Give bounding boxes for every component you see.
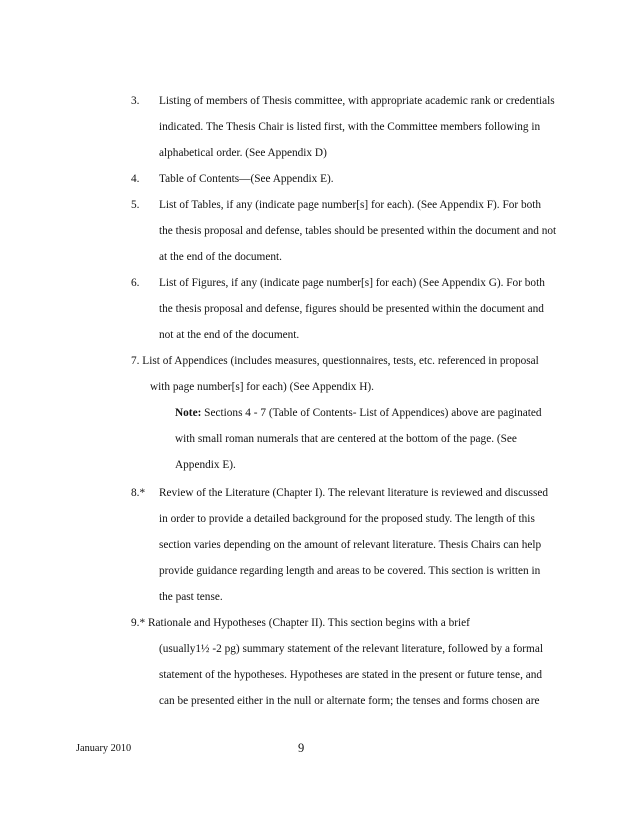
item-5-line-3: at the end of the document. [159,251,282,263]
item-3-line-2: indicated. The Thesis Chair is listed first, with the Committee members following in [159,121,541,133]
item-8-line-3: section varies depending on the amount of relevant literature. Thesis Chairs can help [159,539,542,551]
item-5-line-2: the thesis proposal and defense, tables should be presented within the document and not [159,225,557,237]
item-8-line-1: Review of the Literature (Chapter I). The relevant literature is reviewed and discussed [159,487,549,499]
item-9-line-1: 9.* Rationale and Hypotheses (Chapter II). This section begins with a brief [131,617,470,629]
item-6-line-2: the thesis proposal and defense, figures should be presented within the document and [159,303,544,315]
item-8-line-5: the past tense. [159,591,223,603]
note-line-2: with small roman numerals that are centered at the bottom of the page. (See [175,433,517,445]
footer-date: January 2010 [76,743,132,754]
item-8-line-4: provide guidance regarding length and areas to be covered. This section is written in [159,565,541,577]
item-5-number: 5. [131,199,140,211]
item-4-line-1: Table of Contents—(See Appendix E). [159,173,334,185]
item-7-line-1: 7. List of Appendices (includes measures, questionnaires, tests, etc. referenced in proposal [131,355,539,367]
page-number: 9 [298,741,305,755]
item-6-line-1: List of Figures, if any (indicate page number[s] for each) (See Appendix G). For both [159,277,545,289]
item-4-number: 4. [131,173,140,185]
item-6-line-3: not at the end of the document. [159,329,300,341]
item-5-line-1: List of Tables, if any (indicate page number[s] for each). (See Appendix F). For both [159,199,542,211]
item-8-line-2: in order to provide a detailed background for the proposed study. The length of this [159,513,535,525]
item-6-number: 6. [131,277,140,289]
item-3-line-1: Listing of members of Thesis committee, with appropriate academic rank or credentials [159,95,555,107]
note-text: Sections 4 - 7 (Table of Contents- List of Appendices) above are paginated [201,407,542,419]
note-line-1 [175,406,542,420]
item-9-line-3: statement of the hypotheses. Hypotheses are stated in the present or future tense, and [159,669,543,681]
item-9-line-4: can be presented either in the null or alternate form; the tenses and forms chosen are [159,695,540,707]
note-label: Note: [175,407,202,419]
item-3-line-3: alphabetical order. (See Appendix D) [159,147,327,159]
note-line-3: Appendix E). [175,459,236,471]
item-8-number: 8.* [131,487,146,499]
item-3-number: 3. [131,95,140,107]
item-9-line-2: (usually1½ -2 pg) summary statement of the relevant literature, followed by a formal [159,643,543,655]
item-7-line-2: with page number[s] for each) (See Appendix H). [150,381,374,393]
